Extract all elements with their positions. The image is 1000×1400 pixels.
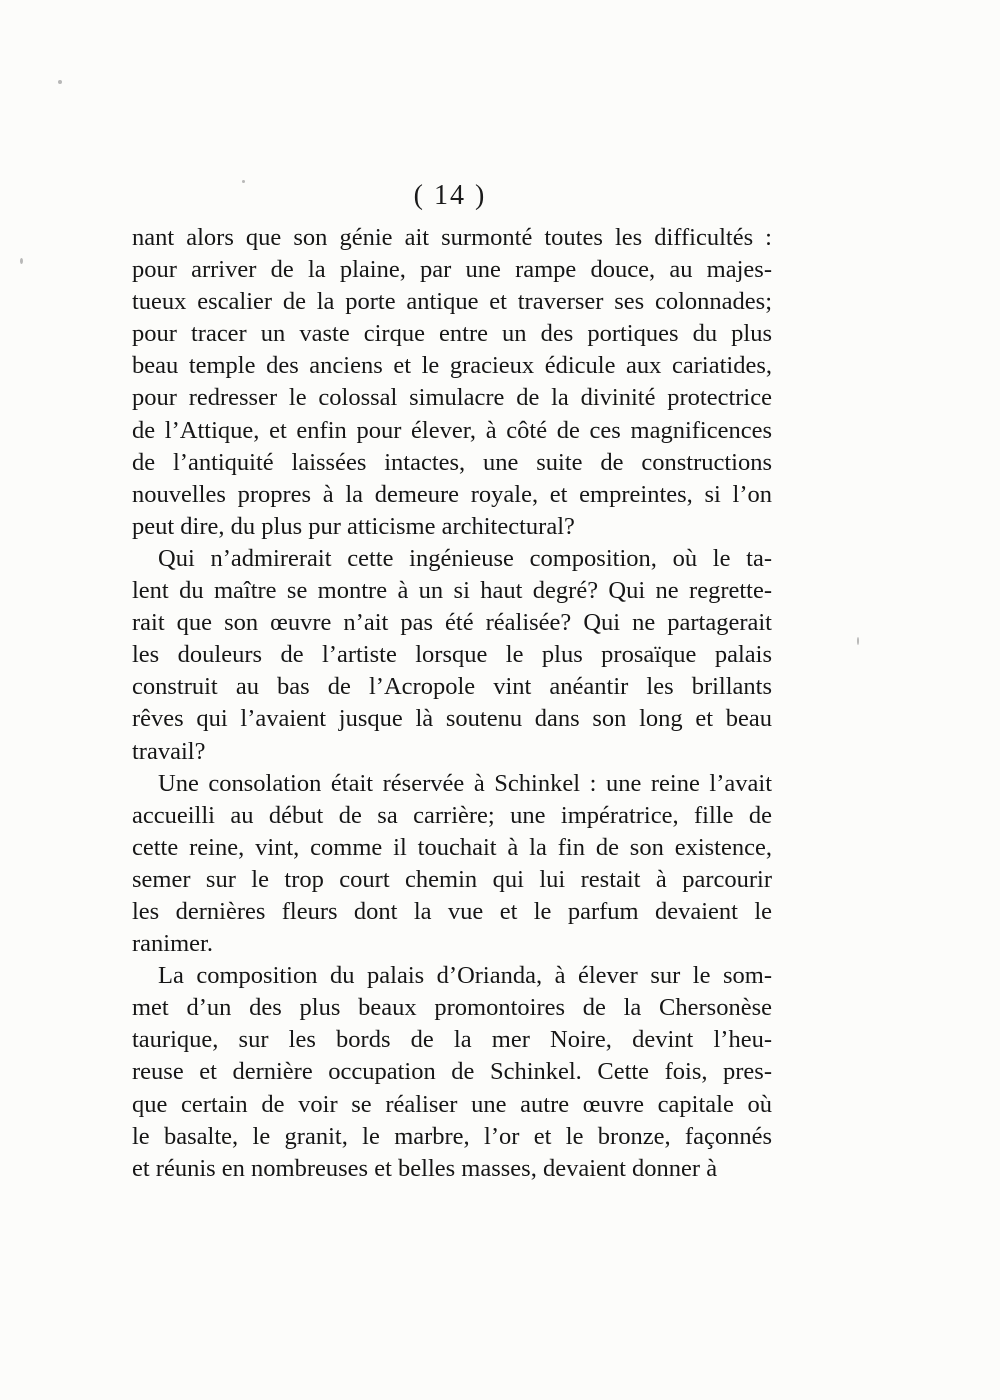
text-line: beau temple des anciens et le gracieux édicule aux cariatides, xyxy=(132,352,772,380)
text-line: pour tracer un vaste cirque entre un des portiques du plus xyxy=(132,320,772,348)
text-line: La composition du palais d’Orianda, à élever sur le som- xyxy=(158,962,772,990)
text-line: nouvelles propres à la demeure royale, et empreintes, si l’on xyxy=(132,480,772,508)
text-line: le basalte, le granit, le marbre, l’or et le bronze, façonnés xyxy=(132,1122,772,1150)
text-line: accueilli au début de sa carrière; une impératrice, fille de xyxy=(132,801,772,829)
text-line: rêves qui l’avaient jusque là soutenu dans son long et beau xyxy=(132,705,772,733)
text-line: travail? xyxy=(132,737,206,765)
text-line: Qui n’admirerait cette ingénieuse composition, où le ta- xyxy=(158,544,772,572)
text-line: met d’un des plus beaux promontoires de la Chersonèse xyxy=(132,994,772,1022)
text-line: lent du maître se montre à un si haut degré? Qui ne regrette- xyxy=(132,577,772,605)
paragraph xyxy=(132,222,772,543)
text-line: pour redresser le colossal simulacre de la divinité protectrice xyxy=(132,384,772,412)
body-text xyxy=(132,222,772,1185)
text-line: de l’antiquité laissées intactes, une suite de constructions xyxy=(132,448,772,476)
paper-speck xyxy=(20,258,23,264)
text-line: rait que son œuvre n’ait pas été réalisée? Qui ne partagerait xyxy=(132,609,772,637)
text-line: Une consolation était réservée à Schinkel : une reine l’avait xyxy=(158,769,772,797)
paragraph xyxy=(132,768,772,961)
text-line: semer sur le trop court chemin qui lui restait à parcourir xyxy=(132,865,772,893)
text-line: les dernières fleurs dont la vue et le parfum devaient le xyxy=(132,897,772,925)
text-line: taurique, sur les bords de la mer Noire, devint l’heu- xyxy=(132,1026,772,1054)
text-line: les douleurs de l’artiste lorsque le plus prosaïque palais xyxy=(132,641,772,669)
text-line: ranimer. xyxy=(132,930,213,958)
paragraph xyxy=(132,960,772,1185)
text-line: peut dire, du plus pur atticisme architectural? xyxy=(132,512,575,540)
paper-speck xyxy=(857,637,859,645)
page-number: ( 14 ) xyxy=(413,180,487,211)
text-line: tueux escalier de la porte antique et traverser ses colonnades; xyxy=(132,288,772,316)
text-line: de l’Attique, et enfin pour élever, à côté de ces magnificences xyxy=(132,416,772,444)
text-line: et réunis en nombreuses et belles masses, devaient donner à xyxy=(132,1154,718,1182)
text-line: cette reine, vint, comme il touchait à la fin de son existence, xyxy=(132,833,772,861)
text-line: pour arriver de la plaine, par une rampe douce, au majes- xyxy=(132,256,772,284)
text-line: construit au bas de l’Acropole vint anéantir les brillants xyxy=(132,673,772,701)
paragraph xyxy=(132,543,772,768)
paper-speck xyxy=(58,80,62,84)
text-line: reuse et dernière occupation de Schinkel. Cette fois, pres- xyxy=(132,1058,772,1086)
text-line: nant alors que son génie ait surmonté toutes les difficultés : xyxy=(132,224,772,251)
text-line: que certain de voir se réaliser une autre œuvre capitale où xyxy=(132,1090,772,1118)
